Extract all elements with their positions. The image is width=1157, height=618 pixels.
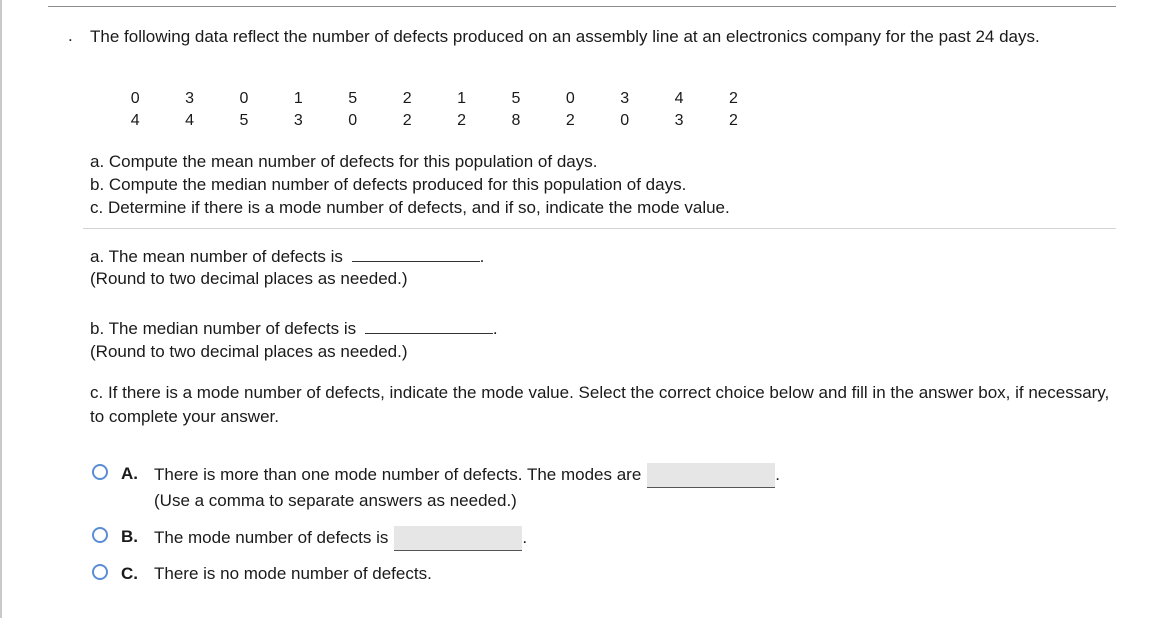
question-part-a: a. Compute the mean number of defects for this population of days. bbox=[90, 152, 598, 171]
data-cell: 2 bbox=[457, 112, 466, 129]
answer-a-prompt: a. The mean number of defects is bbox=[90, 247, 343, 266]
data-cell: 3 bbox=[620, 90, 630, 107]
data-cell: 0 bbox=[348, 112, 358, 129]
choice-b-text: The mode number of defects is bbox=[154, 527, 389, 547]
question-parts bbox=[90, 150, 730, 219]
choice-a-text: There is more than one mode number of defects. The modes are bbox=[154, 464, 642, 484]
choice-a-note: (Use a comma to separate answers as needed.) bbox=[154, 491, 517, 510]
choice-a-content bbox=[154, 463, 780, 488]
data-cell: 5 bbox=[239, 112, 249, 129]
choice-a-period: . bbox=[775, 464, 781, 484]
data-cell: 8 bbox=[511, 112, 521, 129]
part-c-instructions: c. If there is a mode number of defects, indicate the mode value. Select the correct choice below and fill in the answer box, if necessary, to complete your answer. bbox=[90, 383, 1110, 426]
choice-a-letter: A. bbox=[121, 464, 138, 483]
question-intro: The following data reflect the number of defects produced on an assembly line at an electronics company for the past 24 days. bbox=[90, 27, 1040, 46]
answer-a-note: (Round to two decimal places as needed.) bbox=[90, 269, 408, 288]
answer-a-period: . bbox=[479, 247, 485, 266]
choice-b-period: . bbox=[522, 527, 528, 547]
data-cell: 5 bbox=[511, 90, 521, 107]
data-cell: 4 bbox=[130, 112, 140, 129]
data-cell: 3 bbox=[185, 90, 195, 107]
answer-a-line bbox=[90, 241, 484, 268]
answer-b-line bbox=[90, 313, 498, 340]
data-cell: 0 bbox=[620, 112, 630, 129]
top-divider bbox=[48, 6, 1116, 7]
defects-data-table bbox=[108, 88, 761, 132]
data-cell: 0 bbox=[239, 90, 249, 107]
data-cell: 2 bbox=[729, 90, 738, 107]
data-cell: 0 bbox=[130, 90, 140, 107]
data-cell: 4 bbox=[674, 90, 684, 107]
data-cell: 4 bbox=[185, 112, 195, 129]
answer-b-note: (Round to two decimal places as needed.) bbox=[90, 342, 408, 361]
data-cell: 1 bbox=[293, 90, 303, 107]
data-cell: 2 bbox=[402, 90, 412, 107]
median-answer-blank[interactable] bbox=[365, 313, 493, 334]
data-row-1 bbox=[108, 88, 761, 110]
modes-answer-box[interactable] bbox=[647, 463, 775, 488]
choice-c-letter: C. bbox=[121, 564, 138, 583]
question-part-c: c. Determine if there is a mode number of defects, and if so, indicate the mode value. bbox=[90, 198, 730, 217]
choice-b-content bbox=[154, 526, 527, 551]
answer-b-prompt: b. The median number of defects is bbox=[90, 319, 357, 338]
mode-answer-box[interactable] bbox=[394, 526, 522, 551]
data-row-2 bbox=[108, 110, 761, 132]
answer-b-period: . bbox=[492, 319, 498, 338]
question-part-b: b. Compute the median number of defects produced for this population of days. bbox=[90, 175, 687, 194]
data-cell: 3 bbox=[293, 112, 303, 129]
choice-a-radio[interactable] bbox=[92, 464, 108, 480]
choice-b-radio[interactable] bbox=[92, 527, 108, 543]
page-left-border bbox=[0, 0, 2, 618]
data-cell: 0 bbox=[565, 90, 575, 107]
data-cell: 3 bbox=[674, 112, 684, 129]
choice-b-letter: B. bbox=[121, 527, 138, 546]
data-cell: 2 bbox=[729, 112, 738, 129]
data-cell: 1 bbox=[457, 90, 466, 107]
choice-c-radio[interactable] bbox=[92, 564, 108, 580]
mean-answer-blank[interactable] bbox=[352, 241, 480, 262]
data-cell: 5 bbox=[348, 90, 358, 107]
question-bullet: . bbox=[68, 26, 73, 45]
data-cell: 2 bbox=[565, 112, 575, 129]
data-cell: 2 bbox=[402, 112, 412, 129]
section-divider bbox=[83, 228, 1116, 229]
choice-c-text: There is no mode number of defects. bbox=[154, 564, 432, 583]
